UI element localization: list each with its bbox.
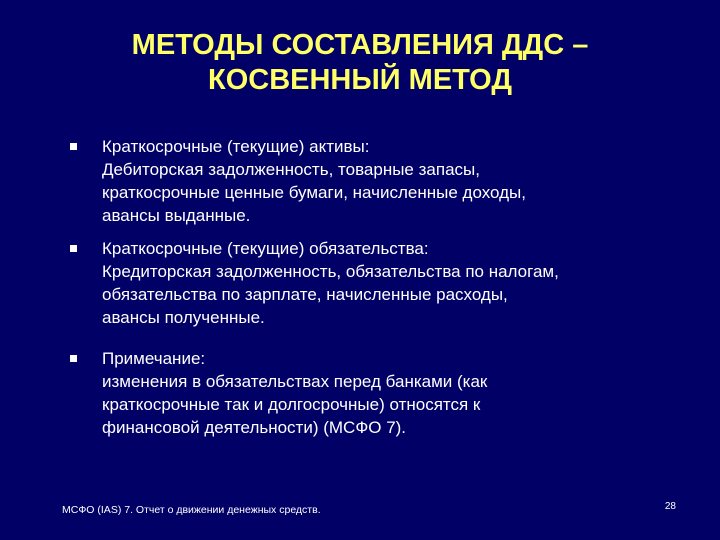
slide-page-number: 28 (664, 501, 676, 512)
square-bullet-icon (70, 143, 77, 150)
bullet-text (102, 135, 662, 227)
slide-title-line-2: КОСВЕННЫЙ МЕТОД (208, 64, 512, 96)
bullet-line: авансы полученные. (102, 308, 265, 327)
bullet-line: обязательства по зарплате, начисленные расходы, (102, 285, 508, 304)
bullet-heading: Краткосрочные (текущие) обязательства: (102, 239, 429, 258)
slide-title-line-1: МЕТОДЫ СОСТАВЛЕНИЯ ДДС – (131, 29, 589, 61)
bullet-text (102, 237, 662, 329)
bullet-line: авансы выданные. (102, 206, 251, 225)
bullet-line: финансовой деятельности) (МСФО 7). (102, 418, 407, 437)
bullet-heading: Примечание: (102, 349, 206, 368)
bullet-line: изменения в обязательствах перед банками (как (102, 372, 488, 391)
slide-footer-source: МСФО (IAS) 7. Отчет о движении денежных средств. (62, 504, 321, 516)
bullet-line: Дебиторская задолженность, товарные запасы, (102, 160, 480, 179)
bullet-line: краткосрочные ценные бумаги, начисленные доходы, (102, 183, 526, 202)
bullet-line: краткосрочные так и долгосрочные) относятся к (102, 395, 481, 414)
bullet-text (102, 347, 662, 439)
square-bullet-icon (70, 245, 77, 252)
bullet-line: Кредиторская задолженность, обязательства по налогам, (102, 262, 559, 281)
bullet-heading: Краткосрочные (текущие) активы: (102, 137, 370, 156)
square-bullet-icon (70, 355, 77, 362)
